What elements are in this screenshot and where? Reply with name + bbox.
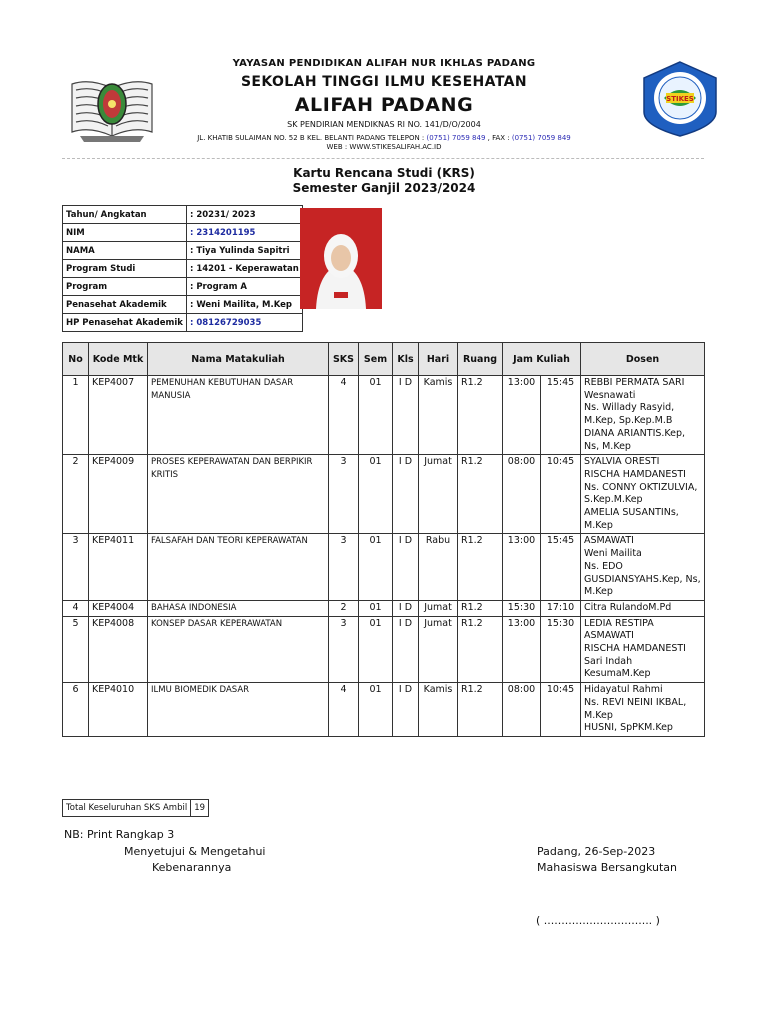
lecturer-name: AMELIA SUSANTINs, M.Kep (584, 507, 679, 531)
course-semester: 01 (359, 616, 393, 683)
total-sks-label: Total Keseluruhan SKS Ambil (63, 800, 191, 817)
info-value: : Tiya Yulinda Sapitri (186, 242, 302, 260)
column-header: SKS (329, 343, 359, 376)
course-row (63, 616, 705, 683)
lecturer-list (581, 616, 705, 683)
course-row (63, 376, 705, 455)
lecturer-name: HUSNI, SpPKM.Kep (584, 722, 673, 734)
course-name: PROSES KEPERAWATAN DAN BERPIKIR KRITIS (148, 455, 329, 534)
course-room: R1.2 (458, 534, 503, 601)
course-room: R1.2 (458, 683, 503, 737)
course-end-time: 15:45 (541, 534, 581, 601)
course-end-time: 10:45 (541, 455, 581, 534)
lecturer-name: ASMAWATI (584, 535, 634, 547)
lecturer-name: ASMAWATI (584, 630, 634, 642)
total-sks-table (62, 799, 209, 817)
lecturer-name: RISCHA HAMDANESTI (584, 643, 686, 655)
lecturer-name: Citra RulandoM.Pd (584, 601, 672, 613)
course-class: I D (393, 376, 419, 455)
info-row (63, 278, 303, 296)
info-row (63, 260, 303, 278)
info-row (63, 242, 303, 260)
course-start-time: 08:00 (503, 455, 541, 534)
logo-center-text: STIKES (666, 95, 694, 103)
lecturer-name: Ns. Willady Rasyid, M.Kep, Sp.Kep.M.B (584, 402, 675, 427)
header-divider (62, 158, 704, 159)
info-label: NIM (63, 224, 187, 242)
course-code: KEP4007 (89, 376, 148, 455)
document-title: Kartu Rencana Studi (KRS) (293, 166, 475, 180)
column-header: Nama Matakuliah (148, 343, 329, 376)
lecturer-list (581, 534, 705, 601)
course-code: KEP4008 (89, 616, 148, 683)
info-label: NAMA (63, 242, 187, 260)
row-number: 4 (63, 600, 89, 616)
course-table (62, 342, 705, 737)
course-credits: 3 (329, 616, 359, 683)
info-row (63, 206, 303, 224)
lecturer-name: Ns. CONNY OKTIZULVIA, S.Kep.M.Kep (584, 481, 698, 506)
course-start-time: 15:30 (503, 600, 541, 616)
lecturer-name: DIANA ARIANTIS.Kep, Ns, M.Kep (584, 427, 686, 452)
course-semester: 01 (359, 534, 393, 601)
course-end-time: 10:45 (541, 683, 581, 737)
row-number: 6 (63, 683, 89, 737)
course-room: R1.2 (458, 600, 503, 616)
lecturer-name: Ns. EDO GUSDIANSYAHS.Kep, Ns, M.Kep (584, 560, 701, 598)
lecturer-list (581, 600, 705, 616)
approval-line-1: Menyetujui & Mengetahui (124, 845, 266, 858)
info-value: : 2314201195 (186, 224, 302, 242)
course-row (63, 534, 705, 601)
course-code: KEP4010 (89, 683, 148, 737)
lecturer-list (581, 683, 705, 737)
course-start-time: 08:00 (503, 683, 541, 737)
course-room: R1.2 (458, 455, 503, 534)
info-label: Program (63, 278, 187, 296)
lecturer-name: Hidayatul Rahmi (584, 684, 663, 696)
course-semester: 01 (359, 600, 393, 616)
course-day: Jumat (419, 600, 458, 616)
lecturer-name: Wesnawati (584, 389, 636, 401)
column-header: Jam Kuliah (503, 343, 581, 376)
course-code: KEP4011 (89, 534, 148, 601)
address-line (0, 134, 768, 142)
column-header: Ruang (458, 343, 503, 376)
column-header: Sem (359, 343, 393, 376)
course-room: R1.2 (458, 376, 503, 455)
lecturer-list (581, 455, 705, 534)
info-label: Program Studi (63, 260, 187, 278)
column-header: No (63, 343, 89, 376)
table-header-row (63, 343, 705, 376)
course-room: R1.2 (458, 616, 503, 683)
info-label: Tahun/ Angkatan (63, 206, 187, 224)
column-header: Kls (393, 343, 419, 376)
student-photo (300, 208, 382, 309)
course-name: ILMU BIOMEDIK DASAR (148, 683, 329, 737)
lecturer-name: Weni Mailita (584, 548, 642, 560)
course-semester: 01 (359, 683, 393, 737)
course-semester: 01 (359, 455, 393, 534)
course-code: KEP4004 (89, 600, 148, 616)
school-title: ALIFAH PADANG (294, 94, 474, 116)
approval-line-2: Kebenarannya (152, 861, 232, 874)
course-start-time: 13:00 (503, 616, 541, 683)
course-semester: 01 (359, 376, 393, 455)
course-name: KONSEP DASAR KEPERAWATAN (148, 616, 329, 683)
info-value: : Weni Mailita, M.Kep (186, 296, 302, 314)
phone-number: (0751) 7059 849 (426, 134, 486, 142)
total-sks-value: 19 (191, 800, 209, 817)
sign-date: Padang, 26-Sep-2023 (537, 845, 656, 858)
column-header: Dosen (581, 343, 705, 376)
course-credits: 2 (329, 600, 359, 616)
info-row (63, 224, 303, 242)
lecturer-name: REBBI PERMATA SARI (584, 377, 685, 388)
address-text: JL. KHATIB SULAIMAN NO. 52 B KEL. BELANTI PADANG TELEPON : (197, 134, 427, 142)
course-row (63, 600, 705, 616)
lecturer-name: Sari Indah KesumaM.Kep (584, 655, 651, 680)
course-class: I D (393, 534, 419, 601)
course-end-time: 17:10 (541, 600, 581, 616)
course-credits: 3 (329, 534, 359, 601)
school-name: SEKOLAH TINGGI ILMU KESEHATAN (240, 74, 528, 90)
decree-text: SK PENDIRIAN MENDIKNAS RI NO. 141/D/O/2004 (287, 120, 481, 129)
lecturer-name: LEDIA RESTIPA (584, 617, 654, 629)
info-value: : 20231/ 2023 (186, 206, 302, 224)
course-name: PEMENUHAN KEBUTUHAN DASAR MANUSIA (148, 376, 329, 455)
course-credits: 4 (329, 683, 359, 737)
row-number: 5 (63, 616, 89, 683)
course-credits: 4 (329, 376, 359, 455)
lecturer-name: Ns. REVI NEINI IKBAL, M.Kep (584, 696, 687, 721)
course-credits: 3 (329, 455, 359, 534)
course-class: I D (393, 455, 419, 534)
row-number: 1 (63, 376, 89, 455)
signer-role: Mahasiswa Bersangkutan (537, 861, 677, 874)
course-start-time: 13:00 (503, 376, 541, 455)
info-row (63, 314, 303, 332)
course-day: Rabu (419, 534, 458, 601)
info-label: Penasehat Akademik (63, 296, 187, 314)
course-name: BAHASA INDONESIA (148, 600, 329, 616)
signature-placeholder: ( ............................... ) (536, 914, 660, 927)
fax-label: , FAX : (485, 134, 512, 142)
info-value: : Program A (186, 278, 302, 296)
course-day: Kamis (419, 376, 458, 455)
info-label: HP Penasehat Akademik (63, 314, 187, 332)
course-code: KEP4009 (89, 455, 148, 534)
column-header: Kode Mtk (89, 343, 148, 376)
course-row (63, 455, 705, 534)
course-class: I D (393, 600, 419, 616)
course-day: Jumat (419, 455, 458, 534)
course-class: I D (393, 683, 419, 737)
print-note: NB: Print Rangkap 3 (64, 828, 175, 841)
course-name: FALSAFAH DAN TEORI KEPERAWATAN (148, 534, 329, 601)
foundation-name: YAYASAN PENDIDIKAN ALIFAH NUR IKHLAS PADANG (232, 58, 536, 69)
info-value: : 08126729035 (186, 314, 302, 332)
column-header: Hari (419, 343, 458, 376)
student-info-table (62, 205, 303, 332)
semester-title: Semester Ganjil 2023/2024 (292, 181, 476, 195)
fax-number: (0751) 7059 849 (511, 134, 571, 142)
course-class: I D (393, 616, 419, 683)
course-end-time: 15:45 (541, 376, 581, 455)
course-day: Jumat (419, 616, 458, 683)
row-number: 3 (63, 534, 89, 601)
info-row (63, 296, 303, 314)
lecturer-name: RISCHA HAMDANESTI (584, 468, 686, 480)
course-end-time: 15:30 (541, 616, 581, 683)
row-number: 2 (63, 455, 89, 534)
info-value: : 14201 - Keperawatan (186, 260, 302, 278)
course-start-time: 13:00 (503, 534, 541, 601)
course-day: Kamis (419, 683, 458, 737)
lecturer-name: SYALVIA ORESTI (584, 456, 660, 468)
website-text: WEB : WWW.STIKESALIFAH.AC.ID (326, 143, 442, 151)
lecturer-list (581, 376, 705, 455)
course-row (63, 683, 705, 737)
